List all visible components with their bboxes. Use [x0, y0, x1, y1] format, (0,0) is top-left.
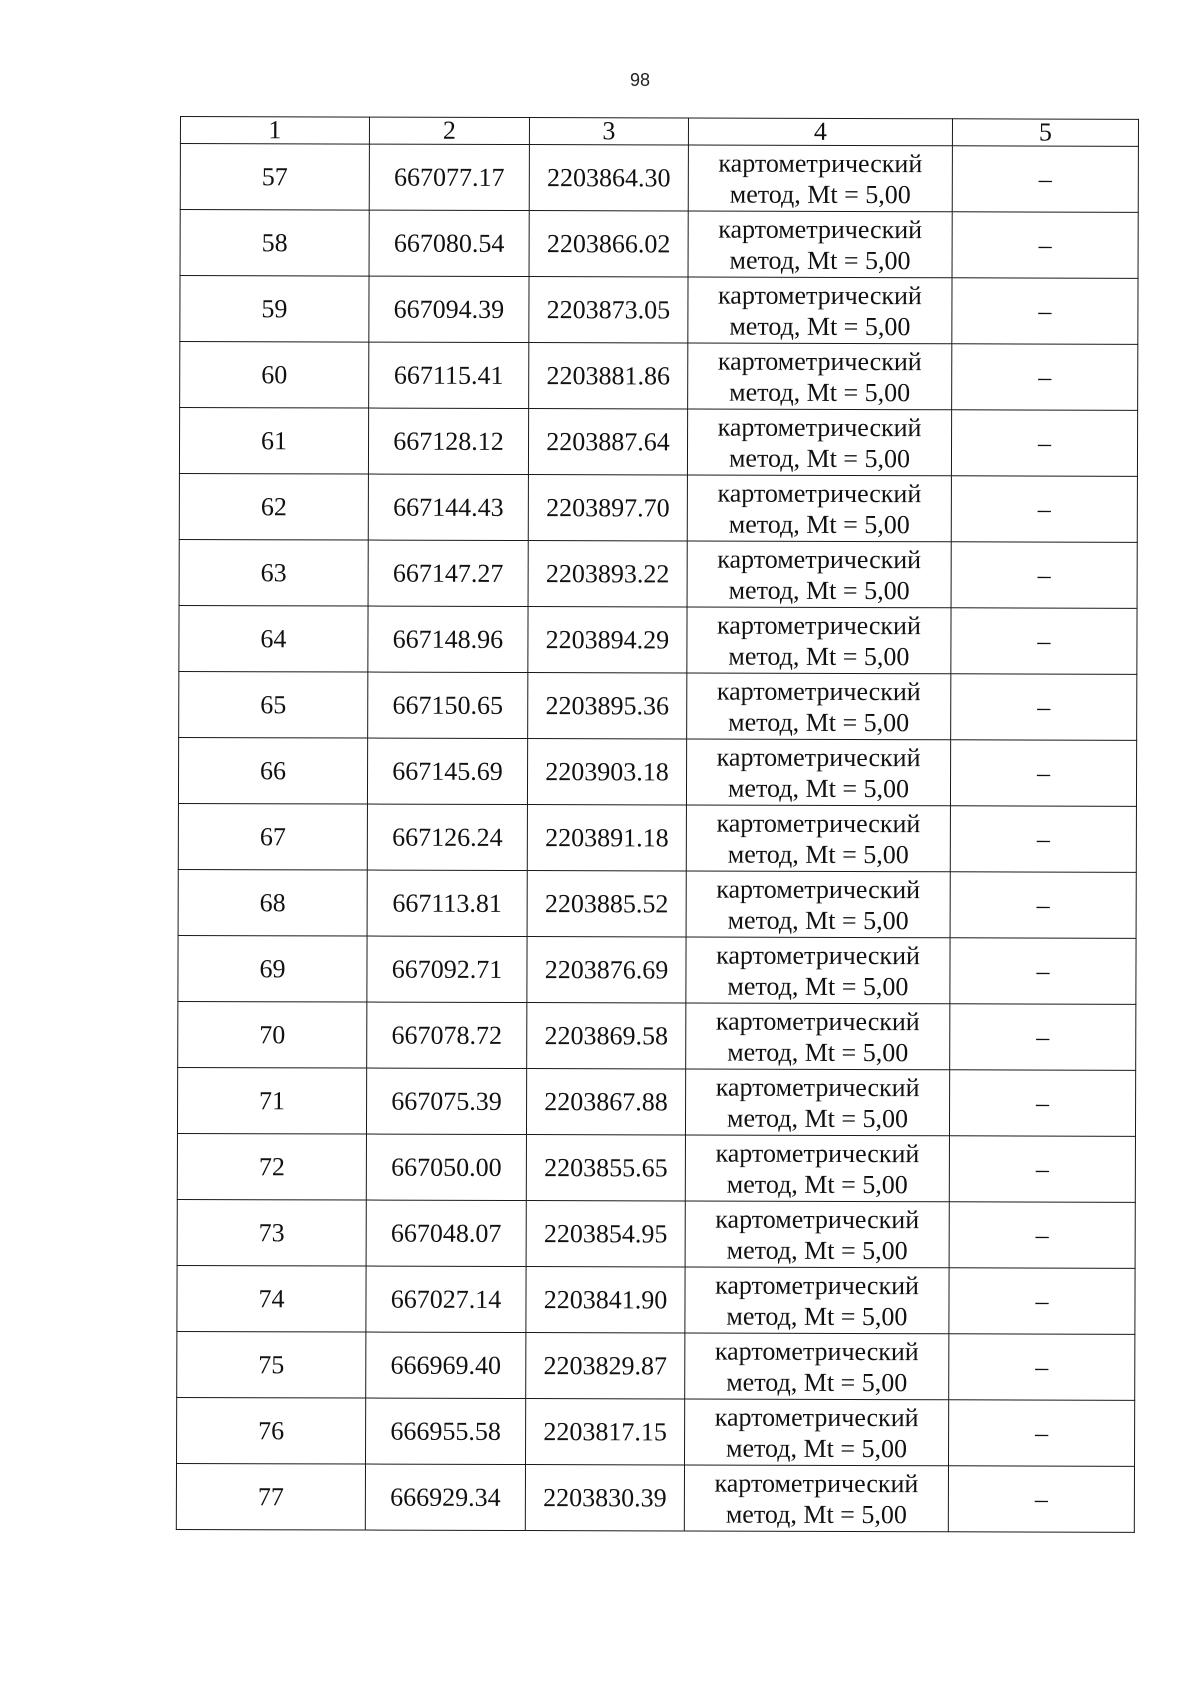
- table-row: [178, 737, 1136, 806]
- x-coordinate-cell: 666929.34: [365, 1464, 525, 1530]
- column-5-cell: –: [952, 278, 1138, 345]
- method-accuracy-line: метод, Mt = 5,00: [727, 1037, 909, 1067]
- table-row: [179, 605, 1137, 674]
- method-cell: [687, 541, 951, 608]
- point-number-cell: 66: [178, 737, 367, 804]
- y-coordinate-cell: 2203817.15: [526, 1399, 685, 1465]
- method-cell: [688, 277, 952, 344]
- method-accuracy-line: метод, Mt = 5,00: [728, 509, 910, 539]
- x-coordinate-cell: 667150.65: [368, 672, 528, 738]
- table-row: [178, 869, 1136, 938]
- x-coordinate-cell: 667115.41: [369, 342, 529, 408]
- y-coordinate-cell: 2203894.29: [528, 607, 687, 673]
- column-5-cell: –: [951, 608, 1137, 675]
- method-accuracy-line: метод, Mt = 5,00: [728, 707, 910, 737]
- y-coordinate-cell: 2203897.70: [528, 475, 687, 541]
- column-5-cell: –: [949, 1202, 1135, 1269]
- table-row: [177, 1265, 1135, 1334]
- method-cell: [686, 871, 950, 938]
- method-accuracy-line: метод, Mt = 5,00: [726, 1235, 908, 1265]
- header-col-1: 1: [180, 117, 369, 145]
- y-coordinate-cell: 2203891.18: [527, 805, 686, 871]
- method-name-line: картометрический: [717, 412, 922, 442]
- point-number-cell: 65: [179, 671, 368, 738]
- method-accuracy-line: метод, Mt = 5,00: [726, 1103, 909, 1133]
- method-name-line: картометрический: [716, 676, 921, 706]
- x-coordinate-cell: 667094.39: [369, 276, 529, 342]
- method-cell: [686, 1003, 950, 1070]
- method-accuracy-line: метод, Mt = 5,00: [726, 1367, 908, 1397]
- page-number: 98: [629, 70, 651, 90]
- point-number-cell: 75: [177, 1331, 366, 1398]
- method-name-line: картометрический: [715, 1006, 920, 1036]
- table-row: [180, 210, 1138, 279]
- point-number-cell: 60: [180, 342, 369, 409]
- point-number-cell: 67: [178, 803, 367, 870]
- point-number-cell: 69: [178, 935, 367, 1002]
- table-row: [179, 473, 1137, 542]
- point-number-cell: 59: [180, 276, 369, 343]
- column-5-cell: –: [950, 740, 1136, 807]
- method-accuracy-line: метод, Mt = 5,00: [726, 1169, 908, 1199]
- y-coordinate-cell: 2203881.86: [529, 343, 688, 409]
- column-5-cell: –: [949, 1334, 1135, 1401]
- method-name-line: картометрический: [716, 742, 921, 772]
- table-row: [178, 803, 1136, 872]
- column-5-cell: –: [951, 410, 1137, 477]
- x-coordinate-cell: 667126.24: [367, 804, 527, 870]
- y-coordinate-cell: 2203854.95: [526, 1201, 685, 1267]
- method-name-line: картометрический: [715, 1138, 920, 1168]
- method-cell: [685, 1135, 949, 1202]
- method-name-line: картометрический: [714, 1402, 919, 1432]
- method-accuracy-line: метод, Mt = 5,00: [729, 377, 911, 407]
- point-number-cell: 70: [178, 1001, 367, 1068]
- x-coordinate-cell: 667075.39: [366, 1068, 526, 1134]
- table-row: [179, 408, 1137, 477]
- column-5-cell: –: [949, 1268, 1135, 1335]
- header-col-3: 3: [529, 118, 688, 145]
- point-number-cell: 77: [176, 1463, 365, 1530]
- y-coordinate-cell: 2203873.05: [529, 277, 688, 343]
- method-accuracy-line: метод, Mt = 5,00: [726, 1301, 908, 1331]
- table-row: [177, 1331, 1135, 1400]
- method-name-line: картометрический: [716, 874, 921, 904]
- coordinates-table: [176, 116, 1139, 1533]
- x-coordinate-cell: 667048.07: [366, 1200, 526, 1266]
- method-name-line: картометрический: [717, 346, 922, 376]
- column-5-cell: –: [952, 344, 1138, 411]
- method-accuracy-line: метод, Mt = 5,00: [729, 311, 911, 341]
- column-5-cell: –: [950, 1004, 1136, 1071]
- point-number-cell: 71: [177, 1067, 366, 1134]
- point-number-cell: 76: [177, 1397, 366, 1464]
- method-accuracy-line: метод, Mt = 5,00: [726, 1433, 908, 1463]
- column-5-cell: –: [948, 1466, 1134, 1533]
- x-coordinate-cell: 667078.72: [367, 1002, 527, 1068]
- method-cell: [686, 805, 950, 872]
- table-row: [177, 1067, 1135, 1136]
- table-row: [180, 144, 1138, 213]
- method-name-line: картометрический: [715, 1204, 920, 1234]
- table-row: [180, 276, 1138, 345]
- point-number-cell: 68: [178, 869, 367, 936]
- x-coordinate-cell: 667113.81: [367, 870, 527, 936]
- method-accuracy-line: метод, Mt = 5,00: [728, 575, 910, 605]
- method-cell: [686, 937, 950, 1004]
- point-number-cell: 74: [177, 1265, 366, 1332]
- header-row: [180, 117, 1138, 147]
- y-coordinate-cell: 2203855.65: [526, 1135, 685, 1201]
- y-coordinate-cell: 2203895.36: [528, 673, 687, 739]
- method-name-line: картометрический: [716, 808, 921, 838]
- method-accuracy-line: метод, Mt = 5,00: [725, 1499, 907, 1529]
- x-coordinate-cell: 667050.00: [366, 1134, 526, 1200]
- header-col-4: 4: [688, 118, 952, 146]
- x-coordinate-cell: 667147.27: [368, 540, 528, 606]
- table-row: [177, 1199, 1135, 1268]
- column-5-cell: –: [950, 806, 1136, 873]
- point-number-cell: 61: [179, 408, 368, 475]
- method-name-line: картометрический: [717, 610, 921, 640]
- column-5-cell: –: [949, 1070, 1135, 1137]
- table-row: [177, 1133, 1135, 1202]
- column-5-cell: –: [949, 1136, 1135, 1203]
- x-coordinate-cell: 667077.17: [369, 144, 529, 210]
- method-cell: [687, 673, 951, 740]
- y-coordinate-cell: 2203829.87: [526, 1333, 685, 1399]
- method-cell: [686, 739, 950, 806]
- method-name-line: картометрический: [715, 1270, 919, 1300]
- table-row: [177, 1397, 1135, 1466]
- x-coordinate-cell: 667027.14: [366, 1266, 526, 1332]
- method-name-line: картометрический: [718, 148, 923, 178]
- header-col-2: 2: [369, 117, 529, 144]
- x-coordinate-cell: 667144.43: [368, 474, 528, 540]
- x-coordinate-cell: 666955.58: [366, 1398, 526, 1464]
- table-row: [178, 1001, 1136, 1070]
- method-cell: [687, 607, 951, 674]
- column-5-cell: –: [950, 872, 1136, 939]
- y-coordinate-cell: 2203864.30: [529, 145, 688, 211]
- table-body: [176, 144, 1138, 1533]
- method-cell: [688, 211, 952, 278]
- method-name-line: картометрический: [718, 280, 922, 310]
- method-accuracy-line: метод, Mt = 5,00: [727, 971, 909, 1001]
- method-accuracy-line: метод, Mt = 5,00: [727, 905, 909, 935]
- y-coordinate-cell: 2203867.88: [526, 1069, 685, 1135]
- x-coordinate-cell: 667080.54: [369, 210, 529, 276]
- table-row: [179, 539, 1137, 608]
- method-cell: [685, 1267, 949, 1334]
- point-number-cell: 63: [179, 539, 368, 606]
- y-coordinate-cell: 2203876.69: [527, 937, 686, 1003]
- x-coordinate-cell: 667092.71: [367, 936, 527, 1002]
- point-number-cell: 64: [179, 605, 368, 672]
- x-coordinate-cell: 667128.12: [368, 408, 528, 474]
- x-coordinate-cell: 667148.96: [368, 606, 528, 672]
- y-coordinate-cell: 2203866.02: [529, 211, 688, 277]
- method-cell: [685, 1333, 949, 1400]
- y-coordinate-cell: 2203887.64: [528, 409, 687, 475]
- x-coordinate-cell: 666969.40: [366, 1332, 526, 1398]
- y-coordinate-cell: 2203893.22: [528, 541, 687, 607]
- y-coordinate-cell: 2203830.39: [525, 1465, 684, 1531]
- header-col-5: 5: [952, 119, 1138, 147]
- column-5-cell: –: [950, 938, 1136, 1005]
- method-cell: [685, 1201, 949, 1268]
- method-cell: [688, 343, 952, 410]
- column-5-cell: –: [951, 542, 1137, 609]
- method-accuracy-line: метод, Mt = 5,00: [728, 443, 911, 473]
- method-cell: [687, 409, 951, 476]
- table-row: [180, 342, 1138, 411]
- y-coordinate-cell: 2203869.58: [527, 1003, 686, 1069]
- method-accuracy-line: метод, Mt = 5,00: [727, 839, 909, 869]
- method-accuracy-line: метод, Mt = 5,00: [728, 641, 910, 671]
- method-name-line: картометрический: [714, 1336, 919, 1366]
- method-name-line: картометрический: [717, 544, 922, 574]
- table-row: [179, 671, 1137, 740]
- method-cell: [684, 1465, 948, 1532]
- method-accuracy-line: метод, Mt = 5,00: [729, 245, 911, 275]
- point-number-cell: 72: [177, 1133, 366, 1200]
- method-cell: [684, 1399, 948, 1466]
- point-number-cell: 57: [180, 144, 369, 211]
- coordinates-table-container: [176, 116, 1138, 1533]
- point-number-cell: 58: [180, 210, 369, 277]
- method-accuracy-line: метод, Mt = 5,00: [729, 179, 911, 209]
- table-row: [178, 935, 1136, 1004]
- method-cell: [688, 145, 952, 212]
- point-number-cell: 73: [177, 1199, 366, 1266]
- method-cell: [687, 475, 951, 542]
- column-5-cell: –: [951, 476, 1137, 543]
- column-5-cell: –: [952, 212, 1138, 279]
- column-5-cell: –: [951, 674, 1137, 741]
- method-cell: [685, 1069, 949, 1136]
- method-name-line: картометрический: [718, 214, 923, 244]
- method-accuracy-line: метод, Mt = 5,00: [727, 773, 910, 803]
- y-coordinate-cell: 2203841.90: [526, 1267, 685, 1333]
- method-name-line: картометрический: [716, 940, 920, 970]
- x-coordinate-cell: 667145.69: [367, 738, 527, 804]
- y-coordinate-cell: 2203885.52: [527, 871, 686, 937]
- method-name-line: картометрический: [714, 1468, 919, 1498]
- column-5-cell: –: [948, 1400, 1134, 1467]
- table-row: [176, 1463, 1134, 1532]
- method-name-line: картометрический: [717, 478, 922, 508]
- y-coordinate-cell: 2203903.18: [527, 739, 686, 805]
- point-number-cell: 62: [179, 473, 368, 540]
- method-name-line: картометрический: [715, 1072, 920, 1102]
- table-header: [180, 117, 1138, 147]
- column-5-cell: –: [952, 146, 1138, 213]
